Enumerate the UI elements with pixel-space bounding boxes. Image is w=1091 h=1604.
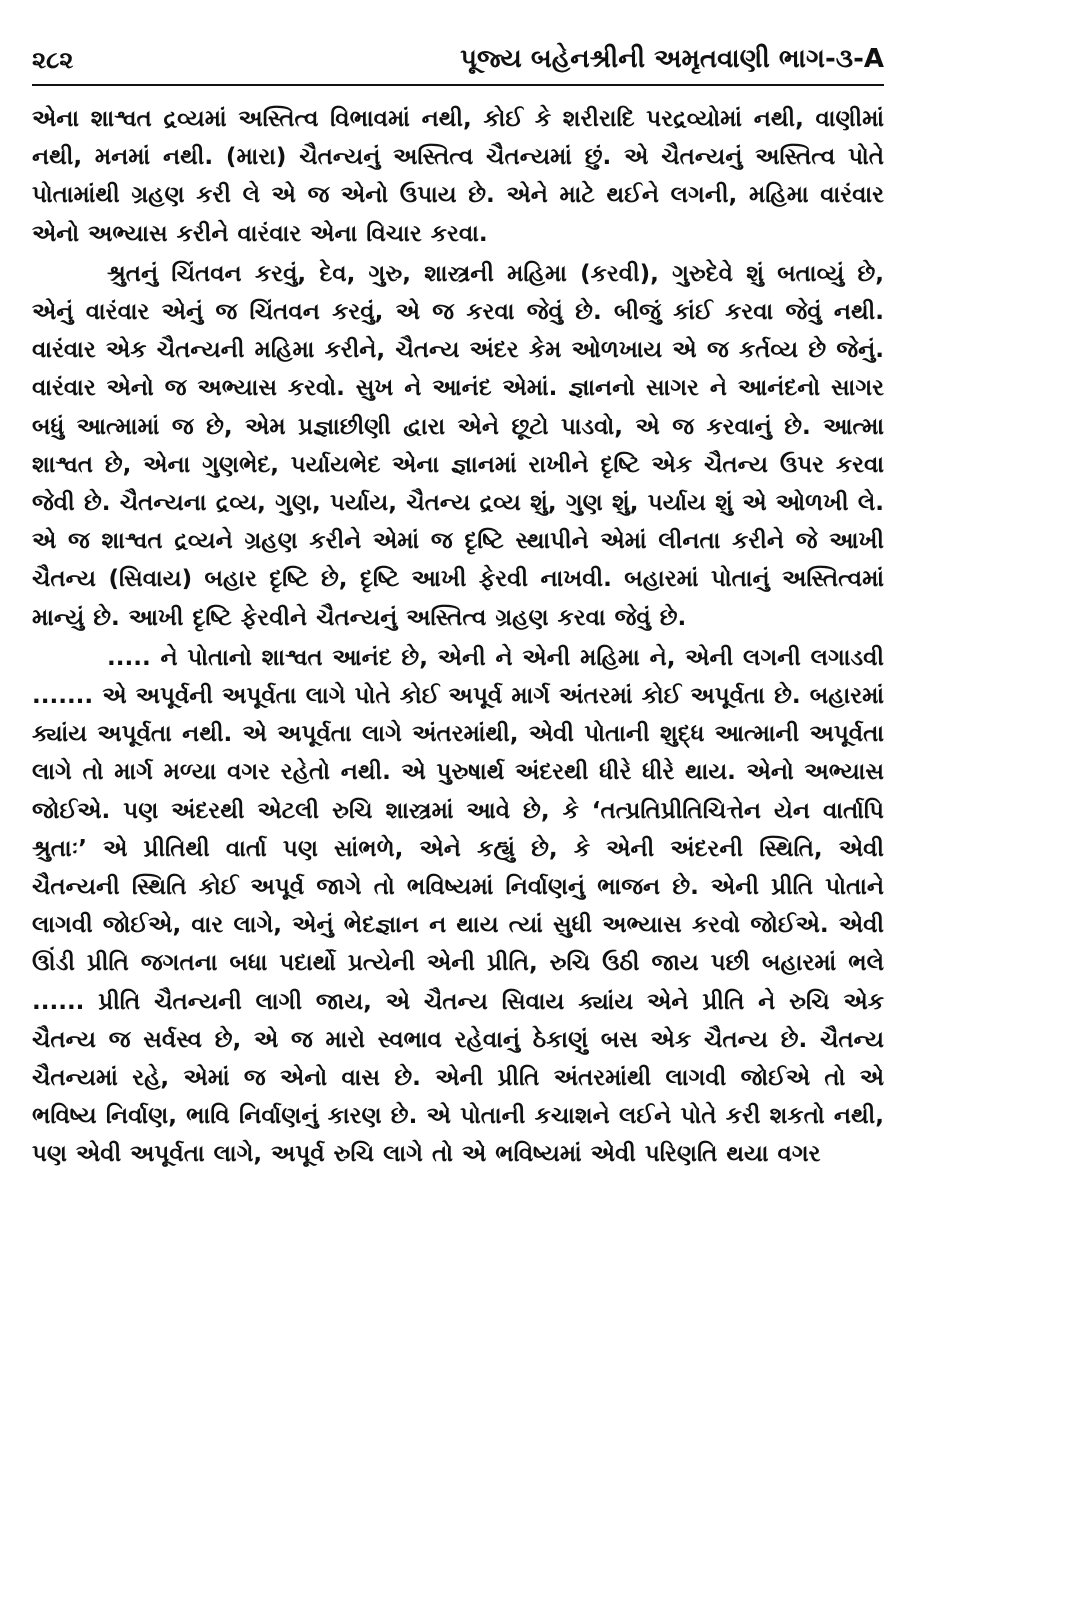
running-title: પૂજ્ય બહેનશ્રીની અમૃતવાણી ભાગ-૩-A	[460, 44, 884, 74]
body-text	[32, 100, 884, 1174]
book-page	[32, 38, 884, 1176]
paragraph-2: શ્રુતનું ચિંતવન કરવું, દેવ, ગુરુ, શાસ્ત્રની મહિમા (કરવી), ગુરુદેવે શું બતાવ્યું છે, એનું વારંવાર એનું જ ચિંતવન કરવું, એ જ કરવા જેવું છે. બીજું કાંઈ કરવા જેવું નથી. વારંવાર એક ચૈતન્યની મહિમા કરીને, ચૈતન્ય અંદર કેમ ઓળખાય એ જ કર્તવ્ય છે જેનું. વારંવાર એનો જ અભ્યાસ કરવો. સુખ ને આનંદ એમાં. જ્ઞાનનો સાગર ને આનંદનો સાગર બધું આત્મામાં જ છે, એમ પ્રજ્ઞાછીણી દ્વારા એને છૂટો પાડવો, એ જ કરવાનું છે. આત્મા શાશ્વત છે, એના ગુણભેદ, પર્યાયભેદ એના જ્ઞાનમાં રાખીને દૃષ્ટિ એક ચૈતન્ય ઉપર કરવા જેવી છે. ચૈતન્યના દ્રવ્ય, ગુણ, પર્યાય, ચૈતન્ય દ્રવ્ય શું, ગુણ શું, પર્યાય શું એ ઓળખી લે. એ જ શાશ્વત દ્રવ્યને ગ્રહણ કરીને એમાં જ દૃષ્ટિ સ્થાપીને એમાં લીનતા કરીને જે આખી ચૈતન્ય (સિવાય) બહાર દૃષ્ટિ છે, દૃષ્ટિ આખી ફેરવી નાખવી. બહારમાં પોતાનું અસ્તિત્વમાં માન્યું છે. આખી દૃષ્ટિ ફેરવીને ચૈતન્યનું અસ્તિત્વ ગ્રહણ કરવા જેવું છે.	[32, 260, 884, 631]
page-number: ૨૮૨	[32, 46, 74, 74]
paragraph-3: ..... ને પોતાનો શાશ્વત આનંદ છે, એની ને એની મહિમા ને, એની લગની લગાડવી ....... એ અપૂર્વની અપૂર્વતા લાગે પોતે કોઈ અપૂર્વ માર્ગ અંતરમાં કોઈ અપૂર્વતા છે. બહારમાં ક્યાંય અપૂર્વતા નથી. એ અપૂર્વતા લાગે અંતરમાંથી, એવી પોતાની શુદ્ધ આત્માની અપૂર્વતા લાગે તો માર્ગ મળ્યા વગર રહેતો નથી. એ પુરુષાર્થ અંદરથી ધીરે ધીરે થાય. એનો અભ્યાસ જોઈએ. પણ અંદરથી એટલી રુચિ શાસ્ત્રમાં આવે છે, કે ‘તત્પ્રતિપ્રીતિચિત્તેન યેન વાર્તાપિ શ્રુતાઃ’ એ પ્રીતિથી વાર્તા પણ સાંભળે, એને કહ્યું છે, કે એની અંદરની સ્થિતિ, એવી ચૈતન્યની સ્થિતિ કોઈ અપૂર્વ જાગે તો ભવિષ્યમાં નિર્વાણનું ભાજન છે. એની પ્રીતિ પોતાને લાગવી જોઈએ, વાર લાગે, એનું ભેદજ્ઞાન ન થાય ત્યાં સુધી અભ્યાસ કરવો જોઈએ. એવી ઊંડી પ્રીતિ જગતના બધા પદાર્થો પ્રત્યેની એની પ્રીતિ, રુચિ ઉઠી જાય પછી બહારમાં ભલે ...... પ્રીતિ ચૈતન્યની લાગી જાય, એ ચૈતન્ય સિવાય ક્યાંય એને પ્રીતિ ને રુચિ એક ચૈતન્ય જ સર્વસ્વ છે, એ જ મારો સ્વભાવ રહેવાનું ઠેકાણું બસ એક ચૈતન્ય છે. ચૈતન્ય ચૈતન્યમાં રહે, એમાં જ એનો વાસ છે. એની પ્રીતિ અંતરમાંથી લાગવી જોઈએ તો એ ભવિષ્ય નિર્વાણ, ભાવિ નિર્વાણનું કારણ છે. એ પોતાની કચાશને લઈને પોતે કરી શકતો નથી, પણ એવી અપૂર્વતા લાગે, અપૂર્વ રુચિ લાગે તો એ ભવિષ્યમાં એવી પરિણતિ થયા વગર	[32, 644, 884, 1168]
paragraph-1: એના શાશ્વત દ્રવ્યમાં અસ્તિત્વ વિભાવમાં નથી, કોઈ કે શરીરાદિ પરદ્રવ્યોમાં નથી, વાણીમાં નથી, મનમાં નથી. (મારા) ચૈતન્યનું અસ્તિત્વ ચૈતન્યમાં છું. એ ચૈતન્યનું અસ્તિત્વ પોતે પોતામાંથી ગ્રહણ કરી લે એ જ એનો ઉપાય છે. એને માટે થઈને લગની, મહિમા વારંવાર એનો અભ્યાસ કરીને વારંવાર એના વિચાર કરવા.	[32, 106, 884, 247]
page-header	[32, 38, 884, 86]
